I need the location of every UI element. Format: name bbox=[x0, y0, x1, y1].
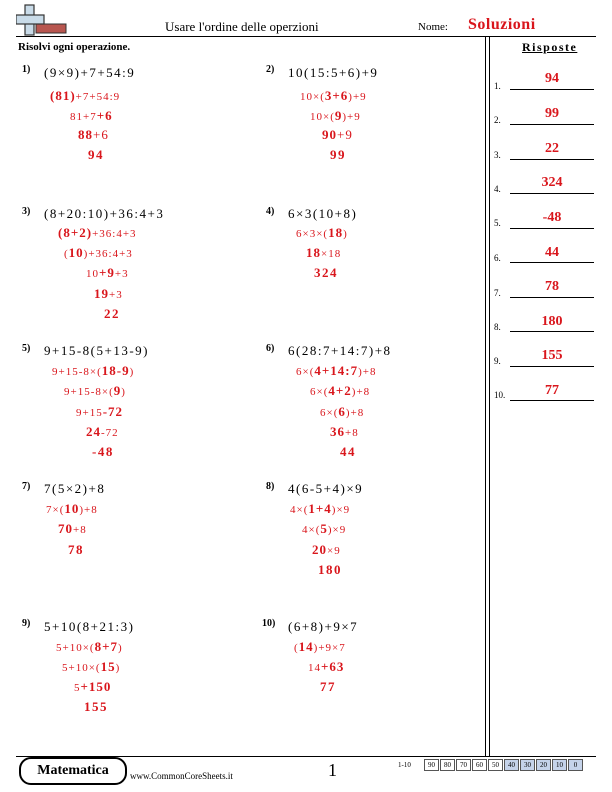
problem-number: 5) bbox=[22, 343, 31, 354]
solution-step: (10)+36:4+3 bbox=[64, 245, 133, 260]
answer-line bbox=[510, 297, 594, 298]
answer-line bbox=[510, 89, 594, 90]
answer-line bbox=[510, 228, 594, 229]
worksheet-title: Usare l'ordine delle operzioni bbox=[165, 19, 319, 34]
score-range-label: 1-10 bbox=[398, 761, 411, 769]
answer-value: -48 bbox=[542, 210, 562, 225]
answer-value: 99 bbox=[545, 106, 559, 121]
answer-line bbox=[510, 262, 594, 263]
problem-number: 10) bbox=[262, 618, 276, 629]
solution-step: (8+2)+36:4+3 bbox=[58, 225, 137, 240]
problem-number: 1) bbox=[22, 64, 31, 75]
score-cell: 60 bbox=[472, 759, 487, 771]
solution-step: (14)+9×7 bbox=[294, 639, 346, 654]
solution-step: 81+7+6 bbox=[70, 108, 113, 123]
problem-expression: 6×3(10+8) bbox=[288, 206, 358, 221]
answer-value: 77 bbox=[545, 383, 559, 398]
problem-expression: (9×9)+7+54:9 bbox=[44, 65, 136, 80]
final-answer: 22 bbox=[104, 306, 120, 321]
final-answer: -48 bbox=[92, 444, 114, 459]
solution-step: 7×(10)+8 bbox=[46, 501, 98, 516]
problem-expression: 5+10(8+21:3) bbox=[44, 619, 135, 634]
answer-value: 94 bbox=[545, 71, 559, 86]
score-cell: 0 bbox=[568, 759, 583, 771]
solution-step: 5+150 bbox=[74, 679, 112, 694]
problem-expression: 6(28:7+14:7)+8 bbox=[288, 343, 392, 358]
problem-number: 2) bbox=[266, 64, 275, 75]
answer-line bbox=[510, 366, 594, 367]
answer-value: 324 bbox=[541, 175, 563, 190]
solution-step: 10×(9)+9 bbox=[310, 108, 361, 123]
answer-value: 22 bbox=[545, 141, 559, 156]
answers-heading: Risposte bbox=[522, 40, 578, 54]
answer-value: 78 bbox=[545, 279, 559, 294]
answer-label: 4. bbox=[494, 184, 501, 194]
name-value: Soluzioni bbox=[468, 16, 536, 33]
score-cell: 70 bbox=[456, 759, 471, 771]
score-cell: 20 bbox=[536, 759, 551, 771]
solution-step: 18×18 bbox=[306, 245, 342, 260]
final-answer: 94 bbox=[88, 147, 104, 162]
solution-step: 5+10×(8+7) bbox=[56, 639, 123, 654]
answer-label: 10. bbox=[494, 390, 506, 400]
problem-number: 3) bbox=[22, 206, 31, 217]
final-answer: 180 bbox=[318, 562, 342, 577]
solution-step: 36+8 bbox=[330, 424, 359, 439]
problem-expression: 10(15:5+6)+9 bbox=[288, 65, 379, 80]
final-answer: 324 bbox=[314, 265, 338, 280]
problem-number: 4) bbox=[266, 206, 275, 217]
problem-expression: (6+8)+9×7 bbox=[288, 619, 359, 634]
answer-line bbox=[510, 400, 594, 401]
solution-step: 10×(3+6)+9 bbox=[300, 88, 367, 103]
answer-value: 180 bbox=[541, 314, 563, 329]
answer-label: 7. bbox=[494, 288, 501, 298]
answer-line bbox=[510, 159, 594, 160]
problem-expression: (8+20:10)+36:4+3 bbox=[44, 206, 165, 221]
answer-label: 3. bbox=[494, 150, 501, 160]
solution-step: 24-72 bbox=[86, 424, 119, 439]
answer-label: 8. bbox=[494, 322, 501, 332]
problem-number: 7) bbox=[22, 481, 31, 492]
plus-minus-logo-icon bbox=[16, 4, 68, 40]
score-cell: 10 bbox=[552, 759, 567, 771]
answer-label: 6. bbox=[494, 253, 501, 263]
solution-step: 9+15-8×(9) bbox=[64, 383, 126, 398]
answer-line bbox=[510, 331, 594, 332]
final-answer: 99 bbox=[330, 147, 346, 162]
solution-step: (81)+7+54:9 bbox=[50, 88, 121, 103]
solution-step: 88+6 bbox=[78, 127, 109, 142]
score-cell: 80 bbox=[440, 759, 455, 771]
solution-step: 4×(1+4)×9 bbox=[290, 501, 351, 516]
instructions: Risolvi ogni operazione. bbox=[18, 41, 131, 53]
score-cell: 30 bbox=[520, 759, 535, 771]
header-divider bbox=[16, 36, 596, 37]
answer-column-divider-right bbox=[489, 36, 490, 756]
subject-badge: Matematica bbox=[19, 757, 127, 785]
solution-step: 70+8 bbox=[58, 521, 87, 536]
solution-step: 6×(4+14:7)+8 bbox=[296, 363, 377, 378]
solution-step: 90+9 bbox=[322, 127, 353, 142]
final-answer: 78 bbox=[68, 542, 84, 557]
solution-step: 10+9+3 bbox=[86, 265, 129, 280]
solution-step: 20×9 bbox=[312, 542, 341, 557]
answer-label: 1. bbox=[494, 81, 501, 91]
problem-expression: 7(5×2)+8 bbox=[44, 481, 106, 496]
score-cell: 50 bbox=[488, 759, 503, 771]
solution-step: 9+15-8×(18-9) bbox=[52, 363, 135, 378]
solution-step: 6×(6)+8 bbox=[320, 404, 365, 419]
answer-label: 2. bbox=[494, 115, 501, 125]
final-answer: 44 bbox=[340, 444, 356, 459]
final-answer: 77 bbox=[320, 679, 336, 694]
problem-number: 9) bbox=[22, 618, 31, 629]
problem-expression: 4(6-5+4)×9 bbox=[288, 481, 364, 496]
name-label: Nome: bbox=[418, 21, 448, 33]
solution-step: 9+15-72 bbox=[76, 404, 124, 419]
problem-number: 6) bbox=[266, 343, 275, 354]
answer-label: 5. bbox=[494, 218, 501, 228]
solution-step: 6×(4+2)+8 bbox=[310, 383, 371, 398]
score-cell: 90 bbox=[424, 759, 439, 771]
solution-step: 4×(5)×9 bbox=[302, 521, 347, 536]
answer-label: 9. bbox=[494, 356, 501, 366]
answer-column-divider-left bbox=[485, 36, 486, 756]
solution-step: 5+10×(15) bbox=[62, 659, 121, 674]
answer-line bbox=[510, 124, 594, 125]
problem-number: 8) bbox=[266, 481, 275, 492]
final-answer: 155 bbox=[84, 699, 108, 714]
answer-value: 44 bbox=[545, 245, 559, 260]
answer-value: 155 bbox=[541, 348, 563, 363]
score-cell: 40 bbox=[504, 759, 519, 771]
solution-step: 19+3 bbox=[94, 286, 123, 301]
solution-step: 14+63 bbox=[308, 659, 345, 674]
answer-line bbox=[510, 193, 594, 194]
solution-step: 6×3×(18) bbox=[296, 225, 348, 240]
problem-expression: 9+15-8(5+13-9) bbox=[44, 343, 149, 358]
site-url: www.CommonCoreSheets.it bbox=[130, 771, 233, 781]
page-number: 1 bbox=[328, 760, 337, 780]
